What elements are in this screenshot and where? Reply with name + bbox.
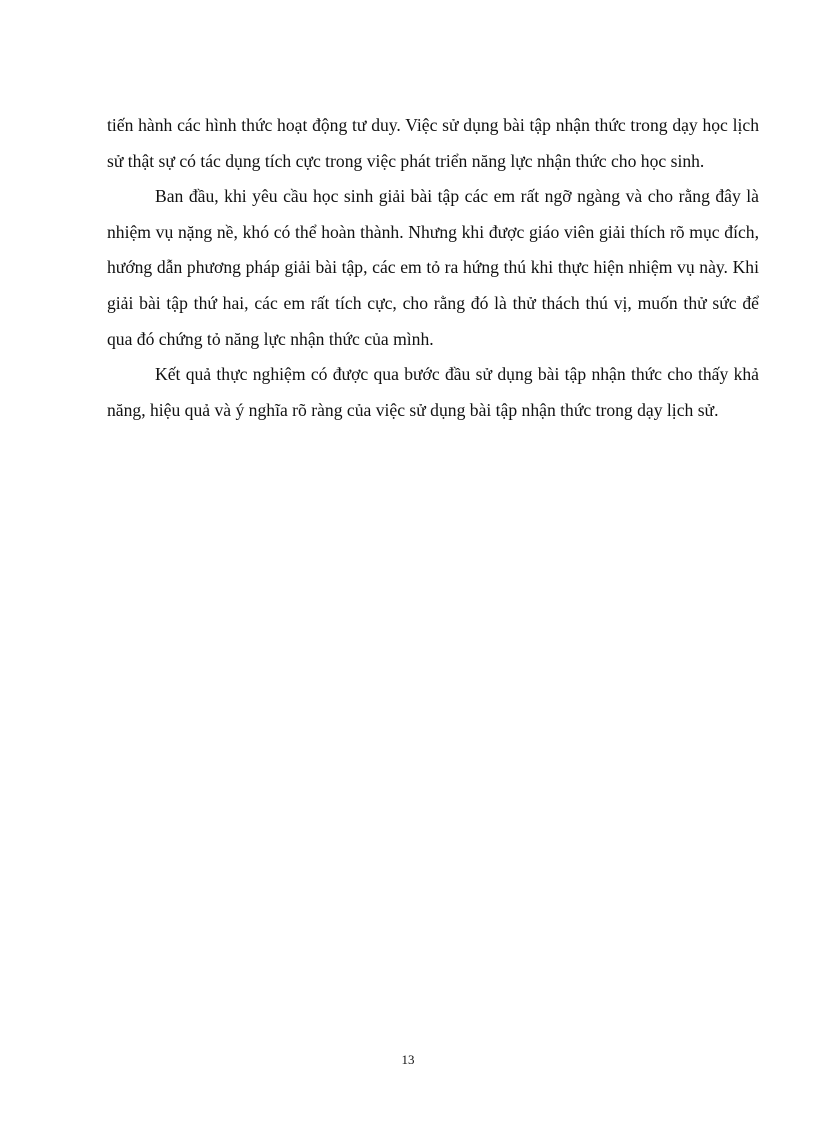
page-number: 13: [401, 1052, 415, 1067]
paragraph-experiment-result: Kết quả thực nghiệm có được qua bước đầu sử dụng bài tập nhận thức cho thấy khả năng, hiệu quả và ý nghĩa rõ ràng của việc sử dụng bài tập nhận thức trong dạy lịch sử.: [107, 364, 759, 420]
paragraph-continuation: tiến hành các hình thức hoạt động tư duy. Việc sử dụng bài tập nhận thức trong dạy học lịch sử thật sự có tác dụng tích cực trong việc phát triển năng lực nhận thức cho học sinh.: [107, 115, 759, 171]
body-text: [107, 108, 759, 428]
paragraph-initial-reaction: Ban đầu, khi yêu cầu học sinh giải bài tập các em rất ngỡ ngàng và cho rằng đây là nhiệm vụ nặng nề, khó có thể hoàn thành. Nhưng khi được giáo viên giải thích rõ mục đích, hướng dẫn phương pháp giải bài tập, các em tỏ ra hứng thú khi thực hiện nhiệm vụ này. Khi giải bài tập thứ hai, các em rất tích cực, cho rằng đó là thử thách thú vị, muốn thử sức để qua đó chứng tỏ năng lực nhận thức của mình.: [107, 186, 759, 349]
